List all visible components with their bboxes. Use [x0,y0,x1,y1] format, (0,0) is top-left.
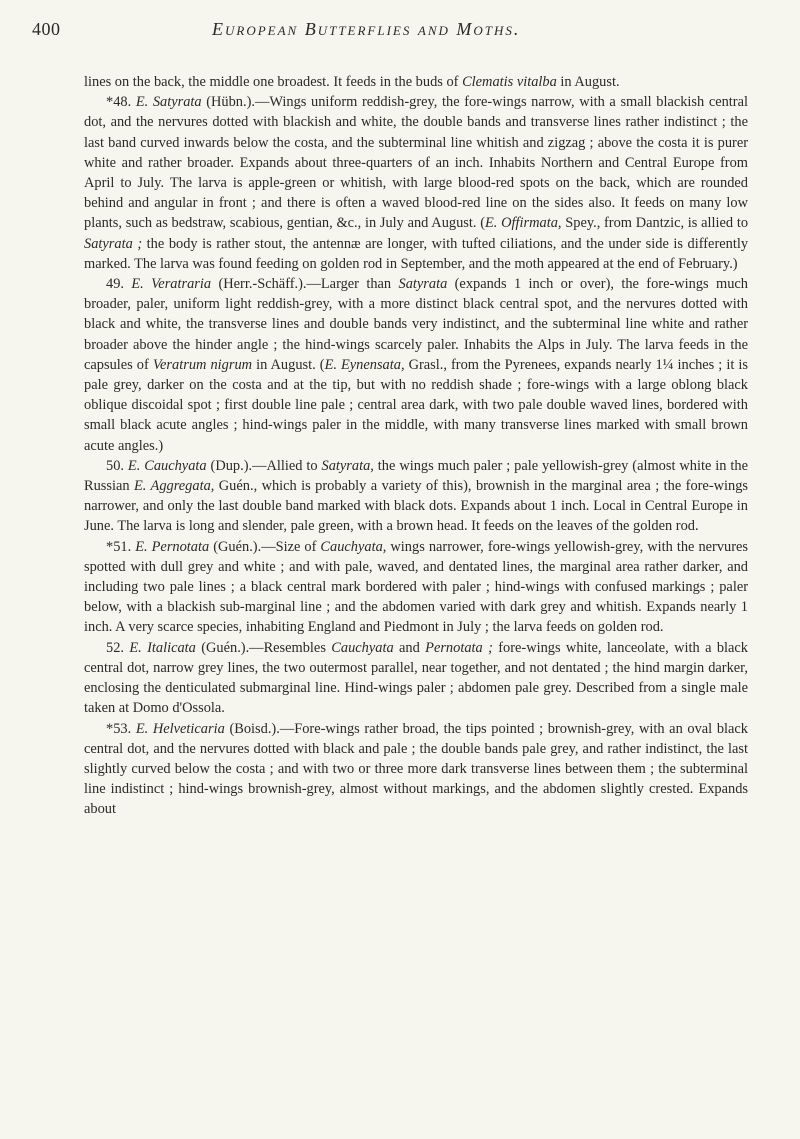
text-run: (Guén.).—Resembles [195,639,332,656]
text-run: *48. [106,94,136,111]
text-run: (Herr.-Schäff.).—Larger than [211,276,399,293]
italic-text: E. Offirmata, [485,215,562,232]
text-run: (Hübn.).—Wings uniform reddish-grey, the fore-wings narrow, with a small blackish central dot, and the nervures dotted with blackish and white, the double bands and transverse lines rather indistinct ; the last band curved inwards below the costa, and the subterminal line whitish and zigzag ; above the costa it is purer white and rather broader. Expands about three-quarters of an inch. Inhabits Northern and Central Europe from April to July. The larva is apple-green or whitish, with large blood-red spots on the back, which are rounded behind and angular in front ; and there is often a waved blood-red line on the sides also. It feeds on many low plants, such as bedstraw, scabious, gentian, &c., in July and August. ( [84,94,748,232]
text-run: Guén., which is probably a variety of this), brownish in the marginal area ; the fore-wings narrower, and only the last double band marked with black dots. Expands about 1 inch. Local in Central Europe in June. The larva is long and slender, pale green, with a brown head. It feeds on the leaves of the golden rod. [84,478,748,535]
text-run: (Guén.).—Size of [209,538,321,555]
italic-text: Cauchyata, [320,538,387,555]
italic-text: E. Veratraria [131,276,212,293]
text-run: 49. [106,276,132,293]
italic-text: E. Aggregata, [134,478,215,495]
italic-text: E. Pernotata [135,538,210,555]
text-run: (Dup.).—Allied to [206,457,322,474]
paragraph [84,537,748,638]
body-text [84,72,748,820]
text-run: lines on the back, the middle one broadest. It feeds in the buds of [84,74,463,90]
italic-text: Cauchyata [331,639,394,656]
text-run: *53. [106,720,136,737]
italic-text: E. Satyrata [135,94,202,111]
paragraph [84,719,748,820]
text-run: wings narrower, fore-wings yellowish-grey, with the nervures spotted with dull grey and white ; and with pale, waved, and dentated lines, the marginal area rather darker, and including two pale lines ; a black central mark bordered with paler ; hind-wings with confused markings ; paler below, with a blackish sub-marginal line ; and the abdomen varied with dark grey and whitish. Expands nearly 1 inch. A very scarce species, inhabiting England and Piedmont in July ; the larva feeds on golden rod. [84,538,748,636]
paragraph [84,274,748,456]
paragraph [84,72,748,92]
paragraph [84,92,748,274]
text-run: Spey., from Dantzic, is allied to [561,215,749,232]
paragraph [84,456,748,537]
text-run: *51. [106,538,136,555]
text-run: the body is rather stout, the antennæ are longer, with tufted ciliations, and the under side is differently marked. The larva was found feeding on golden rod in September, and the moth appeared at the end of February.) [84,235,749,272]
italic-text: Veratrum nigrum [152,356,253,373]
italic-text: E. Italicata [129,639,196,656]
text-run: and [393,639,426,656]
italic-text: E. Helveticaria [135,720,225,737]
italic-text: Satyrata [398,276,448,293]
text-run: the wings much paler ; pale yellowish-grey (almost white in the Russian [84,457,748,495]
text-run: (Boisd.).—Fore-wings rather broad, the tips pointed ; brownish-grey, with an oval black central dot, and the nervures dotted with black and pale ; the double bands pale grey, and rather indistinct, the last slightly curved below the costa ; and with two or three more dark transverse lines between them ; the subterminal line indistinct ; hind-wings brownish-grey, almost without markings, and the abdomen slightly crested. Expands about [84,720,748,818]
text-run: fore-wings white, lanceolate, with a black central dot, narrow grey lines, the two outermost parallel, near together, and not dentated ; the hind margin darker, enclosing the denticulated submarginal line. Hind-wings paler ; abdomen pale grey. Described from a single male taken at Domo d'Ossola. [84,639,748,717]
italic-text: Pernotata ; [425,639,493,656]
italic-text: Clematis vitalba [462,74,557,90]
text-run: 52. [106,639,130,656]
italic-text: E. Eynensata, [324,356,405,373]
text-run: in August. ( [252,356,325,373]
text-run: in August. [556,74,620,90]
running-title: European Butterflies and Moths. [212,19,521,39]
italic-text: E. Cauchyata [127,457,207,474]
italic-text: Satyrata, [321,457,374,474]
italic-text: Satyrata ; [84,235,143,252]
text-run: (expands 1 inch or over), the fore-wings much broader, paler, uniform light reddish-grey, with a more distinct black central spot, and the nervures dotted with black and white, the transverse lines and double bands very indistinct, and the subterminal line white and rather broader above the hinder angle ; the hind-wings scarcely paler. Inhabits the Alps in July. The larva feeds in the capsules of [84,276,748,373]
text-run: Grasl., from the Pyrenees, expands nearly 1¼ inches ; it is pale grey, darker on the costa and at the tip, but with no reddish shade ; fore-wings with a large oblong black oblique discoidal spot ; first double line pale ; central area dark, with two pale double waved lines, bordered with small black acute angles ; hind-wings paler in the middle, with many transverse lines marked with small brown acute angles.) [84,356,748,454]
paragraph [84,638,748,719]
page-number: 400 [32,19,61,39]
text-run: 50. [106,457,128,474]
